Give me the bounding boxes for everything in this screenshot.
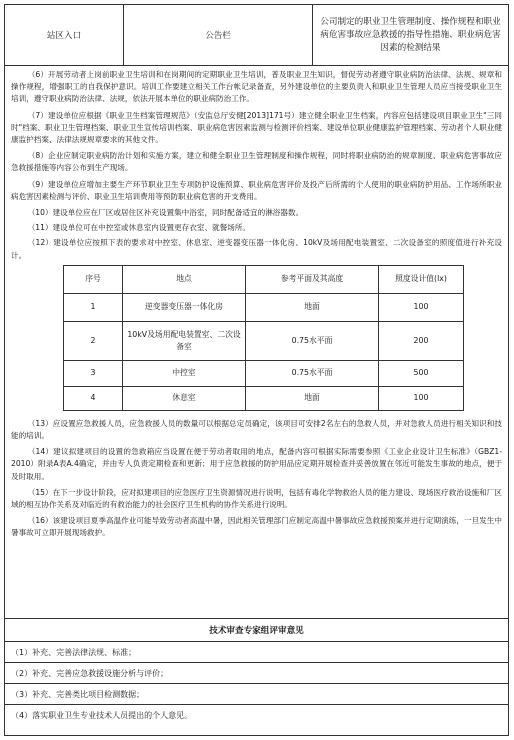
table-row (64, 360, 464, 386)
opinion-item-1: （1）补充、完善法律法规、标准； (5, 642, 508, 663)
paragraph-10: （10）建设单位应在厂区或居住区补充设置集中浴室，同时配备适宜的淋浴器数。 (27, 208, 304, 218)
opinion-item-4: （4）落实职业卫生专业技术人员提出的个人意见。 (11, 710, 193, 720)
cell-illuminance: 100 (379, 386, 464, 410)
expert-opinion-title: 技术审查专家组评审意见 (5, 619, 508, 642)
cell-index: 4 (64, 386, 123, 410)
paragraph-14: （14）建议拟建项目的设置的急救箱应当设置在便于劳动者取用的地点，配备内容可根据实际需要参照《工业企业设计卫生标准》（GBZ1-2010）附录A表A.4确定，并由专人负责定期检查和更新；用于应急救援的防护用品应定期开展检查并妥善放置在邻近可能发生事故的地点，便于及时取用。 (11, 447, 502, 481)
cell-illuminance: 500 (379, 360, 464, 386)
paragraph-13: （13）应设置应急救援人员，应急救援人员的数量可以根据总定员确定，该项目可安排2名左右的急救人员，并对急救人员进行相关知识和技能的培训。 (11, 418, 502, 441)
table-row (64, 293, 464, 321)
cell-plane: 0.75水平面 (246, 321, 379, 360)
paragraph-8: （8）企业应制定职业病防治计划和实施方案，建立和健全职业卫生管理制度和操作规程，同时将职业病防治的规章制度、职业病危害事故应急救援措施等内容公布到生产现场。 (11, 151, 502, 173)
paragraph-16: （16）该建设项目夏季高温作业可能导致劳动者高温中暑，因此相关管理部门应制定高温中暑事故应急救援预案并进行定期演练，一旦发生中暑事故可立即开展现场救护。 (11, 516, 502, 538)
cell-illuminance: 200 (379, 321, 464, 360)
cell-location: 逆变器变压器一体化房 (123, 293, 246, 321)
paragraph-12: （12）建设单位应按照下表的要求对中控室、休息室、逆变器变压器一体化房、10kV及场用配电装置室、二次设备室的照度值进行补充设计。 (11, 238, 502, 260)
paragraph-11: （11）建设单位可在中控室或休息室内设置更存衣室、就餐场所。 (27, 223, 251, 233)
cell-location: 中控室 (123, 360, 246, 386)
facility-cell: 公告栏 (124, 5, 313, 65)
table-row (64, 386, 464, 410)
opinion-item-3: （3）补充、完善类比项目检测数据； (5, 684, 508, 705)
paragraph-15: （15）在下一步设计阶段，应对拟建项目的应急医疗卫生资源情况进行说明，包括有毒化学物救治人员的能力建设、现场医疗救治设施和厂区域的相互协作关系及对临近的有救治能力的社会医疗卫生机构的协作关系进行说明。 (11, 487, 502, 510)
document-page (4, 4, 509, 736)
cell-illuminance: 100 (379, 293, 464, 321)
header-location: 地点 (123, 265, 246, 293)
cell-plane: 0.75水平面 (246, 360, 379, 386)
cell-index: 1 (64, 293, 123, 321)
cell-plane: 地面 (246, 293, 379, 321)
illuminance-table (63, 265, 464, 411)
table-header-row (64, 265, 464, 293)
paragraph-9: （9）建设单位应增加主要生产环节职业卫生专项防护设施预算、职业病危害评价及投产后所需的个人使用的职业病防护用品、工作场所职业病危害因素检测与评价、职业卫生培训费用等预防职业病危害的开支费用。 (11, 179, 502, 201)
cell-location: 10kV及场用配电装置室、二次设备室 (123, 321, 246, 360)
location-cell: 站区入口 (5, 5, 124, 65)
header-index: 序号 (64, 265, 123, 293)
cell-index: 3 (64, 360, 123, 386)
opinion-item-2: （2）补充、完善应急救援设施分析与评价； (5, 663, 508, 684)
header-illuminance: 照度设计值(lx) (379, 265, 464, 293)
recommendations-section (5, 66, 508, 619)
content-cell: 公司制定的职业卫生管理制度、操作规程和职业病危害事故应急救援的指导性措施、职业病危害因素的检测结果 (320, 16, 501, 53)
table-row (64, 321, 464, 360)
cell-location: 休息室 (123, 386, 246, 410)
paragraph-6: （6）开展劳动者上岗前职业卫生培训和在岗期间的定期职业卫生培训，普及职业卫生知识，督促劳动者遵守职业病防治法律、法规、规章和操作规程，增强职工的自我保护意识。培训工作要建立相关工作台帐记录备查，另外建设单位的主要负责人和职业卫生管理人员应当接受职业卫生培训，遵守职业病防治法律、法规，依法开展本单位的职业病防治工作。 (11, 70, 502, 104)
notice-location-row (5, 5, 508, 66)
paragraph-7: （7）建设单位应根据《职业卫生档案管理规范》（安监总厅安健[2013]171号）建立健全职业卫生档案，内容应包括建设项目职业卫生"三同时"档案、职业卫生管理档案、职业卫生宣传培训档案、职业病危害因素监测与检测评价档案、建设单位职业健康监护管理档案、劳动者个人职业健康监护档案、法律法规规章要求的其他文件。 (11, 110, 502, 145)
cell-index: 2 (64, 321, 123, 360)
header-plane: 参考平面及其高度 (246, 265, 379, 293)
cell-plane: 地面 (246, 386, 379, 410)
